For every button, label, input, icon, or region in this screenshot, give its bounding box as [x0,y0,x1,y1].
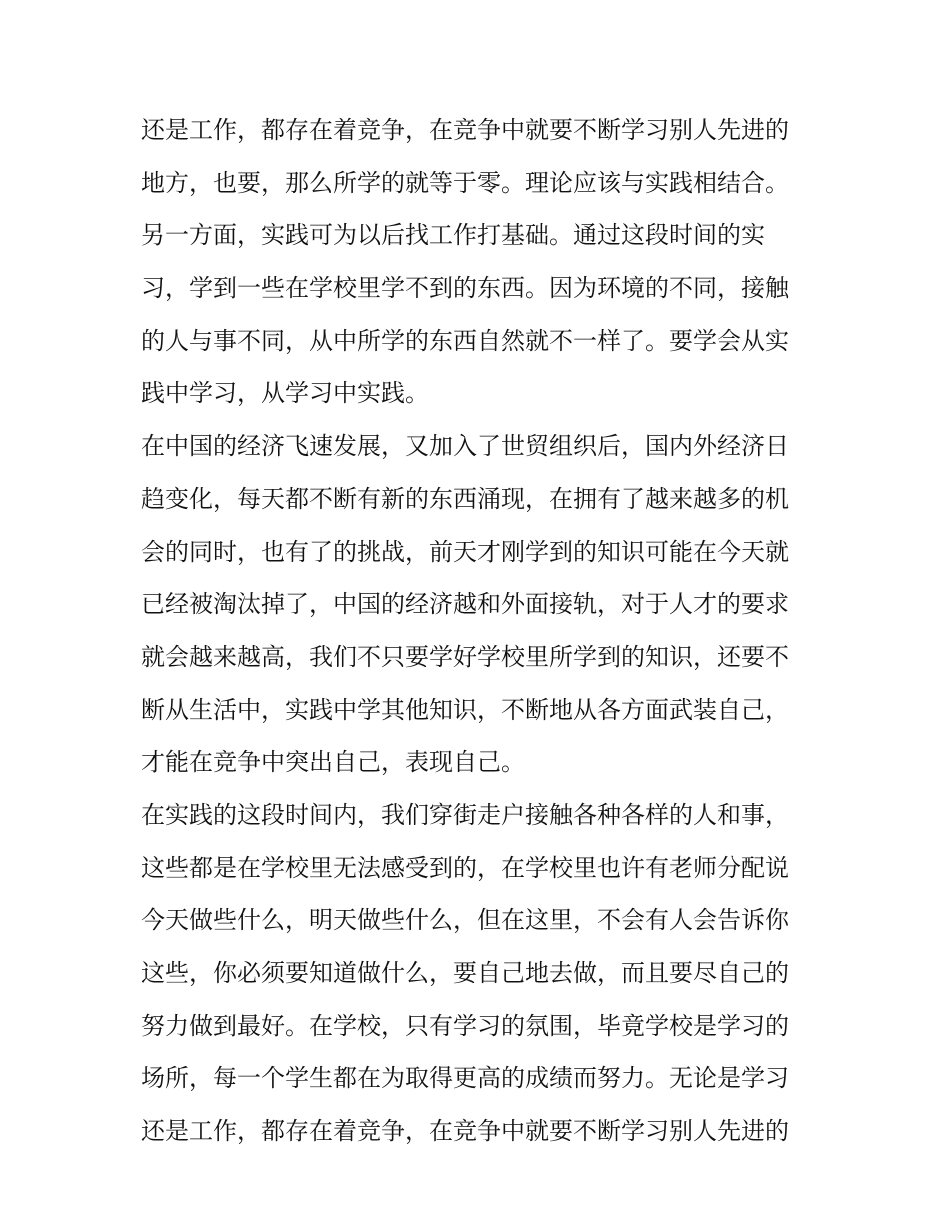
text-line: 还是工作，都存在着竞争，在竞争中就要不断学习别人先进的 [141,1117,789,1146]
text-line: 这些都是在学校里无法感受到的，在学校里也许有老师分配说 [141,853,789,882]
text-line: 场所，每一个学生都在为取得更高的成绩而努力。无论是学习 [141,1064,789,1093]
text-line: 践中学习，从学习中实践。 [141,379,429,408]
text-line: 努力做到最好。在学校，只有学习的氛围，毕竟学校是学习的 [141,1011,789,1040]
text-line: 在实践的这段时间内，我们穿街走户接触各种各样的人和事， [141,800,789,829]
text-line: 趋变化，每天都不断有新的东西涌现，在拥有了越来越多的机 [141,484,789,513]
text-line: 的人与事不同，从中所学的东西自然就不一样了。要学会从实 [141,326,789,355]
text-line: 习，学到一些在学校里学不到的东西。因为环境的不同，接触 [141,274,789,303]
text-line: 就会越来越高，我们不只要学好学校里所学到的知识，还要不 [141,642,789,671]
text-line: 另一方面，实践可为以后找工作打基础。通过这段时间的实 [141,221,765,250]
text-line: 断从生活中，实践中学其他知识，不断地从各方面武装自己， [141,695,789,724]
text-line: 还是工作，都存在着竞争，在竞争中就要不断学习别人先进的 [141,116,789,144]
text-line: 才能在竞争中突出自己，表现自己。 [141,748,525,777]
text-line: 已经被淘汰掉了，中国的经济越和外面接轨，对于人才的要求 [141,590,789,619]
text-line: 地方，也要，那么所学的就等于零。理论应该与实践相结合。 [141,168,789,197]
text-line: 今天做些什么，明天做些什么，但在这里，不会有人会告诉你 [141,906,789,935]
text-line: 会的同时，也有了的挑战，前天才刚学到的知识可能在今天就 [141,537,789,566]
document-body [141,104,821,1158]
text-line: 这些，你必须要知道做什么，要自己地去做，而且要尽自己的 [141,959,789,987]
text-line: 在中国的经济飞速发展，又加入了世贸组织后，国内外经济日 [141,432,789,461]
